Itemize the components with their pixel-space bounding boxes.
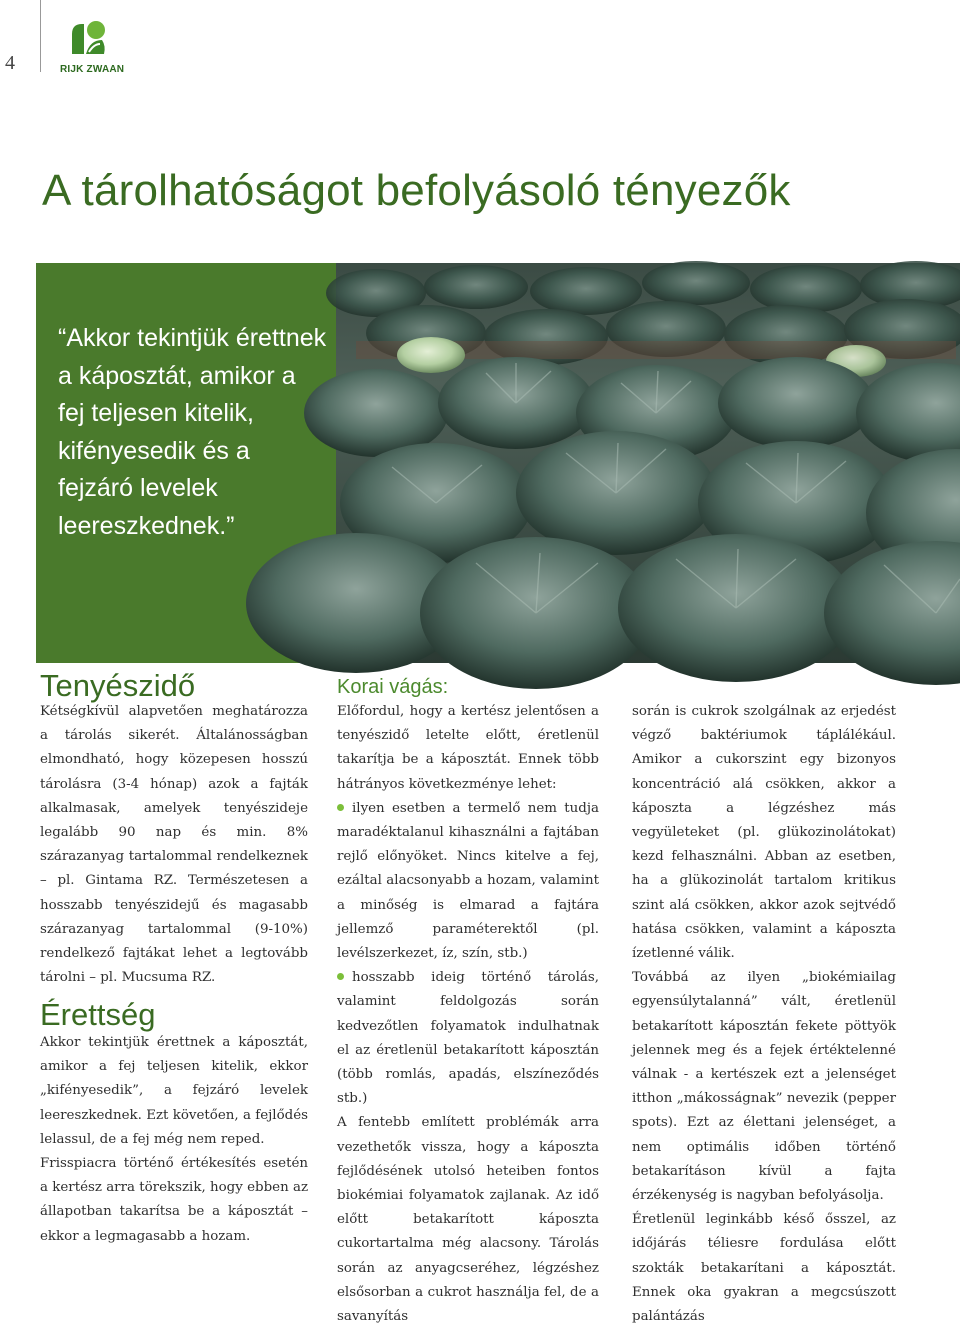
logo-text: RIJK ZWAAN — [60, 64, 125, 75]
col3-paragraph-3: Éretlenül leginkább késő ősszel, az időjárás téliesre fordulása előtt szokták betakarítani a káposztát. Ennek oka gyakran a megcsúszott palántázás — [632, 1212, 896, 1325]
logo-mark-icon — [64, 14, 112, 62]
korai-bullet-1 — [337, 797, 599, 966]
page-title: A tárolhatóságot befolyásoló tényezők — [42, 166, 791, 215]
korai-bullet-1-text: ilyen esetben a termelő nem tudja maradéktalanul kihasználni a fajtában rejlő előnyöket. Nincs kitelve a fej, ezáltal alacsonyabb a hozam, valamint a minőség is elmarad a fajtára jellemző paraméterektől (pl. levélszerkezet, íz, szín, stb.) — [337, 800, 599, 962]
erettseg-paragraph-1: Akkor tekintjük érettnek a káposztát, amikor a fej teljesen kitelik, ekkor „kifényesedik”, a fejzáró levelek leereszkednek. Ezt követően, a fejlődés lelassul, de a fej még nem reped. — [40, 1035, 308, 1147]
column-left-erettseg — [40, 1031, 308, 1249]
column-right — [632, 700, 896, 1329]
rijk-zwaan-logo — [60, 14, 125, 80]
cabbage-field-image — [336, 263, 960, 663]
pull-quote: “Akkor tekintjük érettnek a káposztát, amikor a fej teljesen kitelik, kifényesedik és a fejzáró levelek leereszkednek.” — [58, 324, 327, 540]
column-left — [40, 700, 308, 990]
korai-paragraph: A fentebb említett problémák arra vezethetők vissza, hogy a káposzta fejlődésének utolsó heteiben fontos biokémiai folyamatok zajlanak. Az idő előtt betakarított káposzta cukortartalma még alacsony. Tárolás során az anyagcseréhez, légzéshez elsősorban a cukrot használja fel, de a savanyítás — [337, 1115, 599, 1325]
header-divider — [40, 0, 41, 72]
heading-erettseg: Érettség — [40, 997, 156, 1032]
korai-intro: Előfordul, hogy a kertész jelentősen a tenyészidő letelte előtt, éretlenül takarítja be a káposztát. Ennek több hátrányos következménye lehet: — [337, 704, 599, 792]
cabbage-field-photo — [336, 263, 960, 663]
column-middle — [337, 700, 599, 1329]
col3-paragraph-2: Továbbá az ilyen „biokémiailag egyensúlytalanná” vált, éretlenül betakarított káposztán fekete pöttyök jelennek meg és a fejek értéktelenné válnak - a kertészek ezt a jelenséget itthon „mákosságnak” nevezik (pepper spots). Ezt az élettani jelenséget, a nem optimális időben történő betakarításon kívül a fajta érzékenység is nagyban befolyásolja. — [632, 970, 896, 1204]
heading-tenyeszido: Tenyészidő — [40, 668, 196, 703]
korai-bullet-2 — [337, 966, 599, 1111]
korai-bullet-2-text: hosszabb ideig történő tárolás, valamint feldolgozás során kedvezőtlen folyamatok indulhatnak el az éretlenül betakarított káposztán (több romlás, apadás, elszíneződés stb.) — [337, 970, 599, 1107]
heading-korai-vagas: Korai vágás: — [337, 676, 449, 698]
erettseg-paragraph-2: Frisspiacra történő értékesítés esetén a kertész arra törekszik, hogy ebben az állapotban takarítsa be a káposztát – ekkor a legmagasabb a hozam. — [40, 1156, 308, 1244]
page-number: 4 — [5, 52, 15, 74]
bullet-icon — [337, 804, 344, 811]
tenyeszido-paragraph: Kétségkívül alapvetően meghatározza a tárolás sikerét. Általánosságban elmondható, hogy közepesen hosszú tárolásra (3-4 hónap) azok a fajták alkalmasak, amelyek tenyészideje legalább 90 nap és min. 8% szárazanyag tartalommal rendelkeznek – pl. Gintama RZ. Természetesen a hosszabb tenyészidejű és magasabb szárazanyag tartalommal (9-10%) rendelkező fajtákat lehet a legtovább tárolni – pl. Mucsuma RZ. — [40, 704, 308, 986]
col3-paragraph-1: során is cukrok szolgálnak az erjedést végző baktériumok táplálékául. Amikor a cukorszint egy bizonyos koncentráció alá csökken, akkor a káposzta a légzéshez más vegyületeket (pl. glükozinolátokat) kezd felhasználni. Abban az esetben, ha a glükozinolát tartalom kritikus szint alá csökken, akkor azok sejtvédő hatása csökken, valamint a káposzta ízetlenné válik. — [632, 704, 896, 962]
bullet-icon — [337, 973, 344, 980]
